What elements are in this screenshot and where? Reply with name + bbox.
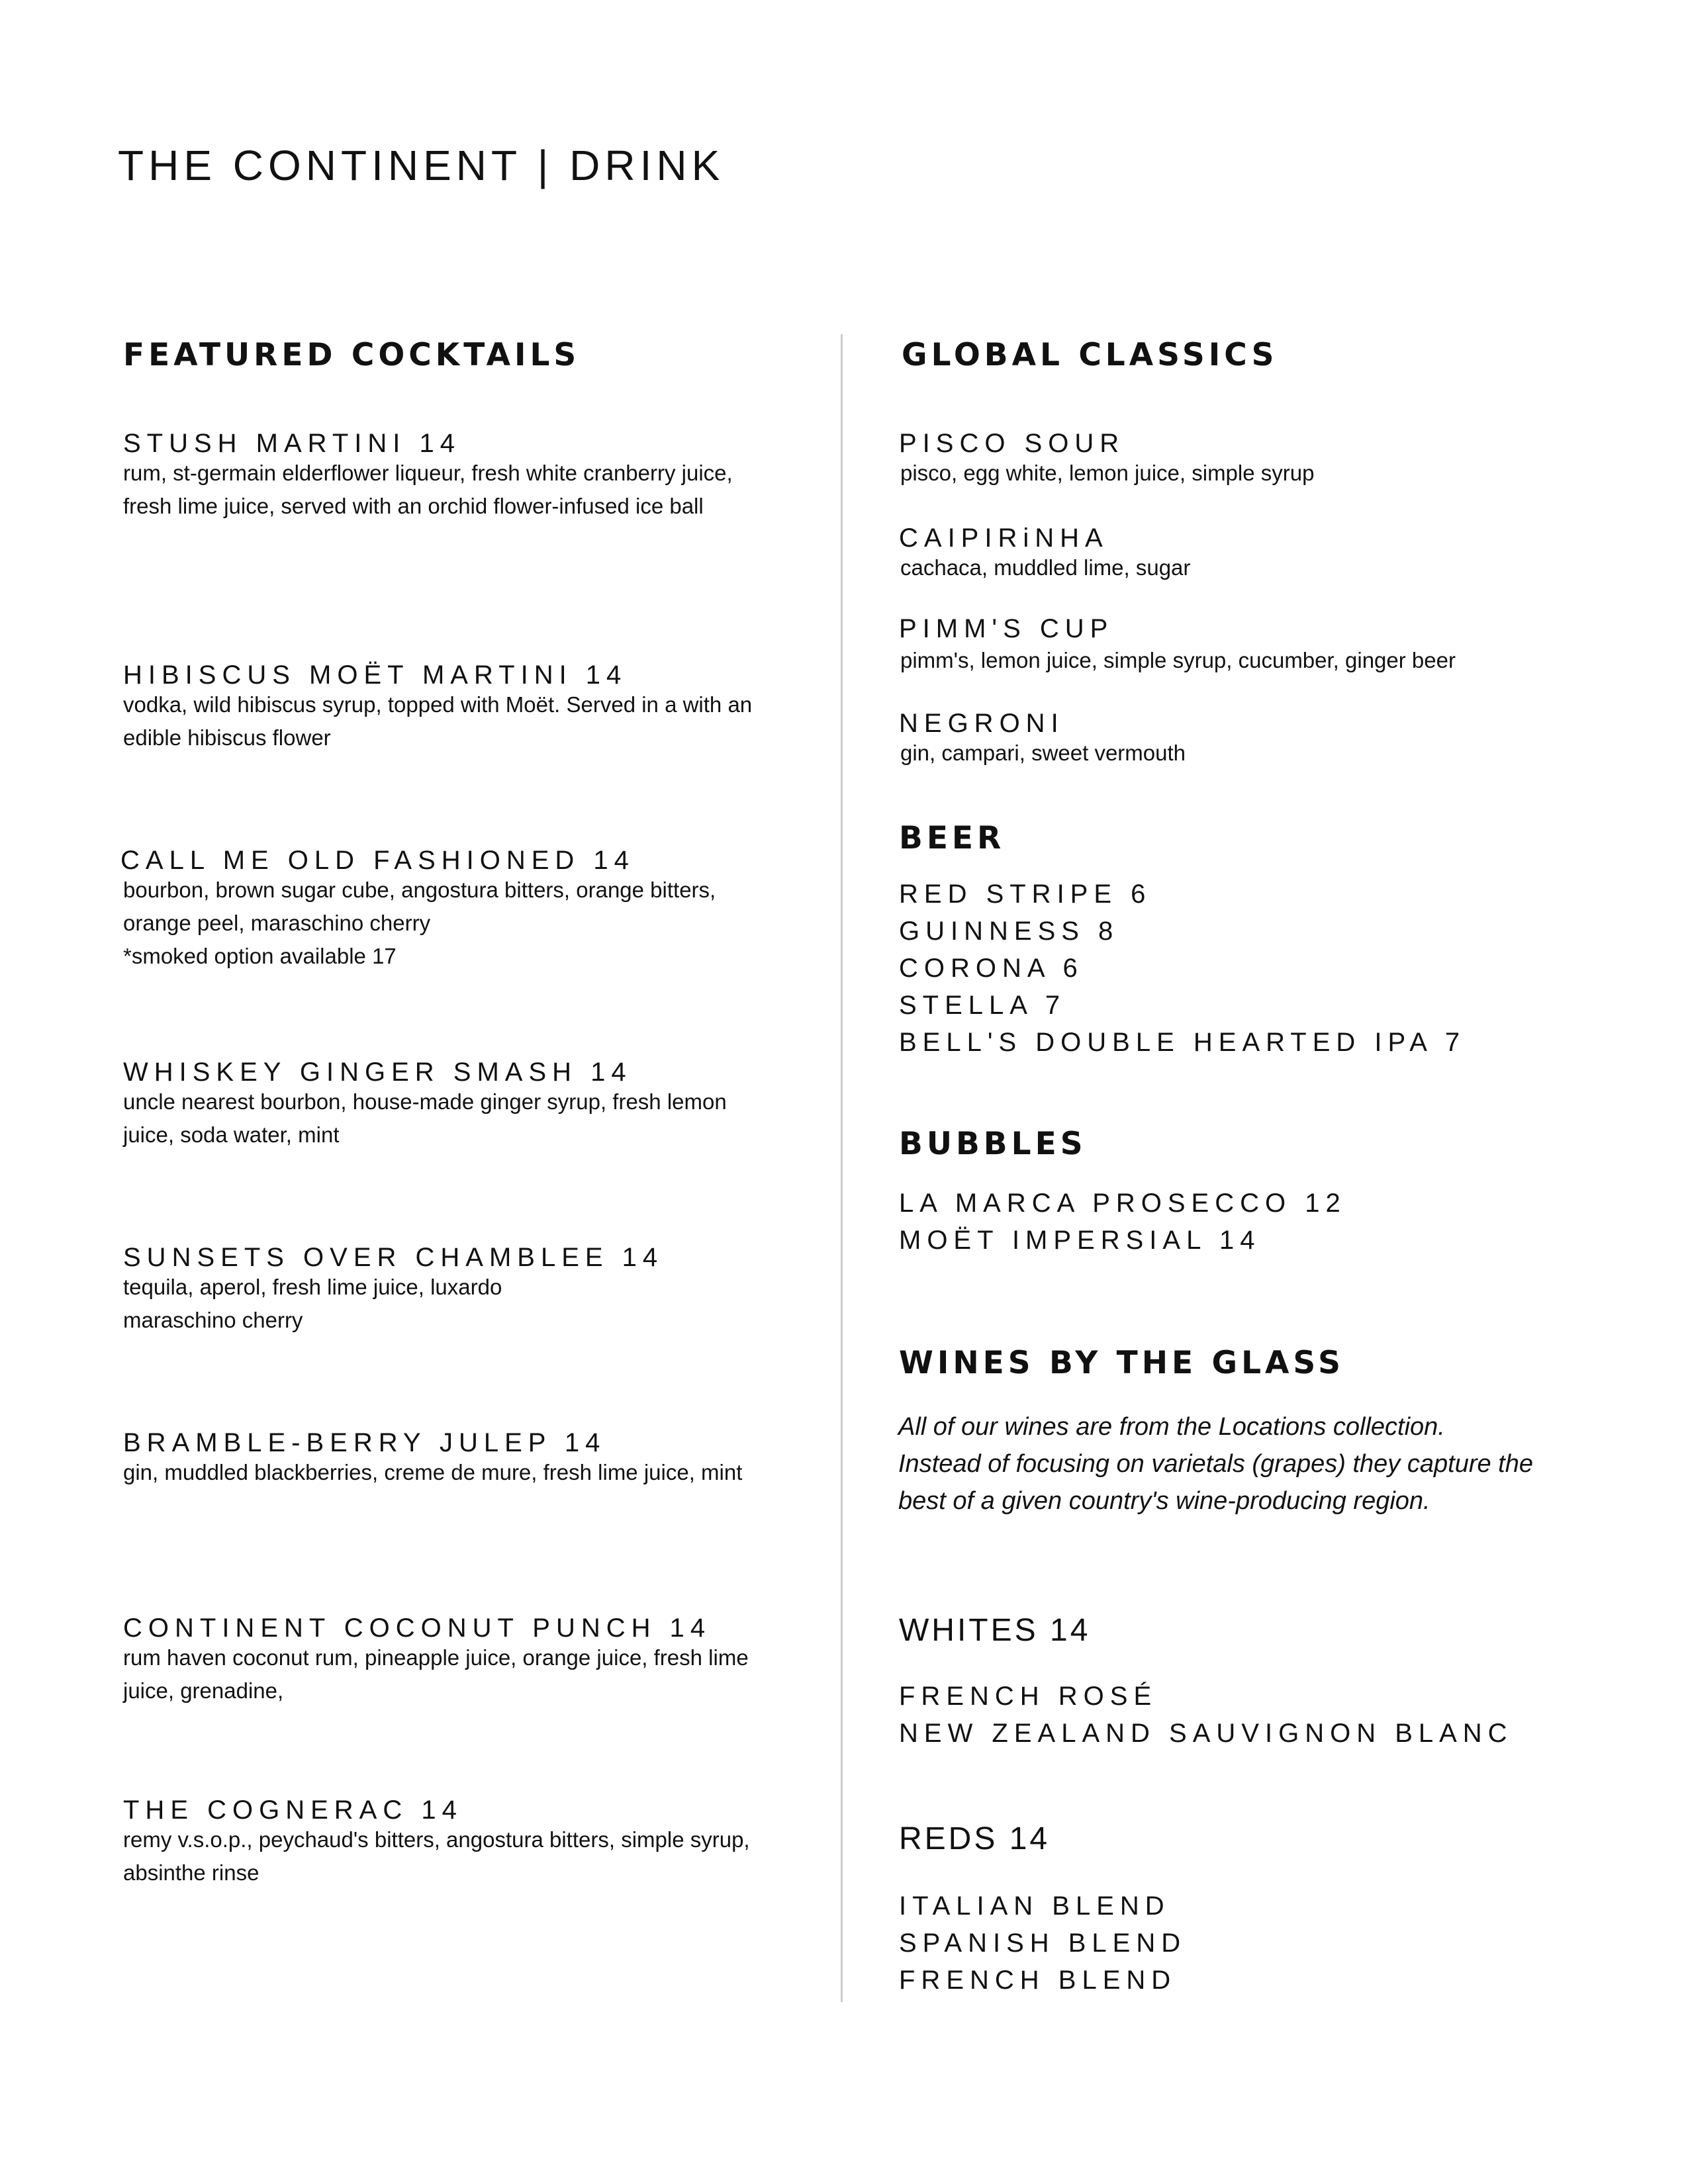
cocktail-description: bourbon, brown sugar cube, angostura bitters, orange bitters, orange peel, maraschino cherry [123,878,716,935]
cocktail-name: CALL ME OLD FASHIONED 14 [120,846,635,875]
global-classics-heading: GLOBAL CLASSICS [902,337,1278,373]
wine-item: FRENCH BLEND [899,1966,1177,1995]
cocktail-description: rum haven coconut rum, pineapple juice, orange juice, fresh lime juice, grenadine, [123,1645,749,1703]
classic-name: NEGRONI [899,709,1064,738]
beer-heading: BEER [899,820,1006,856]
cocktail-description: gin, muddled blackberries, creme de mure, fresh lime juice, mint [123,1460,743,1484]
cocktail-name: STUSH MARTINI 14 [123,429,461,458]
whites-list [899,1678,1513,1752]
classic-description: gin, campari, sweet vermouth [900,741,1186,765]
classic-name: PISCO SOUR [899,429,1125,458]
beer-item: CORONA 6 [899,954,1084,983]
column-divider [841,334,843,2002]
cocktail-name: THE COGNERAC 14 [123,1796,463,1825]
classic-name: CAIPIRiNHA [899,523,1109,553]
page-title: THE CONTINENT | DRINK [118,142,725,189]
cocktail-description: remy v.s.o.p., peychaud's bitters, angostura bitters, simple syrup, absinthe rinse [123,1827,750,1885]
bubbles-item: LA MARCA PROSECCO 12 [899,1189,1346,1218]
cocktail-name: CONTINENT COCONUT PUNCH 14 [123,1614,712,1643]
beer-item: GUINNESS 8 [899,917,1119,946]
beer-item: STELLA 7 [899,991,1066,1020]
cocktail-description: rum, st-germain elderflower liqueur, fresh white cranberry juice, fresh lime juice, served with an orchid flower-infused ice ball [123,461,733,518]
cocktail-description: vodka, wild hibiscus syrup, topped with Moët. Served in a with an edible hibiscus flower [123,692,753,750]
cocktail-description: tequila, aperol, fresh lime juice, luxardo maraschino cherry [123,1275,502,1332]
cocktail-description: uncle nearest bourbon, house-made ginger syrup, fresh lemon juice, soda water, mint [123,1089,727,1147]
bubbles-list [899,1185,1346,1259]
classic-description: pimm's, lemon juice, simple syrup, cucumber, ginger beer [900,648,1456,672]
cocktail-name: WHISKEY GINGER SMASH 14 [123,1058,632,1087]
beer-item: RED STRIPE 6 [899,880,1152,909]
cocktail-name: SUNSETS OVER CHAMBLEE 14 [123,1243,664,1272]
smoked-option-note: *smoked option available 17 [123,944,397,968]
reds-list [899,1888,1186,1999]
reds-label: REDS 14 [899,1821,1051,1856]
wine-item: NEW ZEALAND SAUVIGNON BLANC [899,1719,1513,1748]
wine-item: ITALIAN BLEND [899,1891,1170,1921]
classic-name: PIMM'S CUP [899,614,1114,643]
whites-label: WHITES 14 [899,1613,1091,1648]
bubbles-item: MOËT IMPERSIAL 14 [899,1226,1261,1255]
beer-item: BELL'S DOUBLE HEARTED IPA 7 [899,1028,1466,1057]
beer-list [899,876,1466,1061]
classic-description: pisco, egg white, lemon juice, simple syrup [900,461,1315,485]
cocktail-name: HIBISCUS MOËT MARTINI 14 [123,660,628,690]
classic-description: cachaca, muddled lime, sugar [900,555,1191,580]
wines-intro: All of our wines are from the Locations collection. Instead of focusing on varietals (grapes) they capture the best of a given country's wine-producing region. [898,1413,1533,1515]
cocktail-name: BRAMBLE-BERRY JULEP 14 [123,1428,606,1457]
bubbles-heading: BUBBLES [899,1126,1087,1162]
wines-heading: WINES BY THE GLASS [899,1345,1344,1381]
featured-cocktails-heading: FEATURED COCKTAILS [123,337,581,373]
wine-item: FRENCH ROSÉ [899,1682,1158,1711]
wine-item: SPANISH BLEND [899,1929,1187,1958]
